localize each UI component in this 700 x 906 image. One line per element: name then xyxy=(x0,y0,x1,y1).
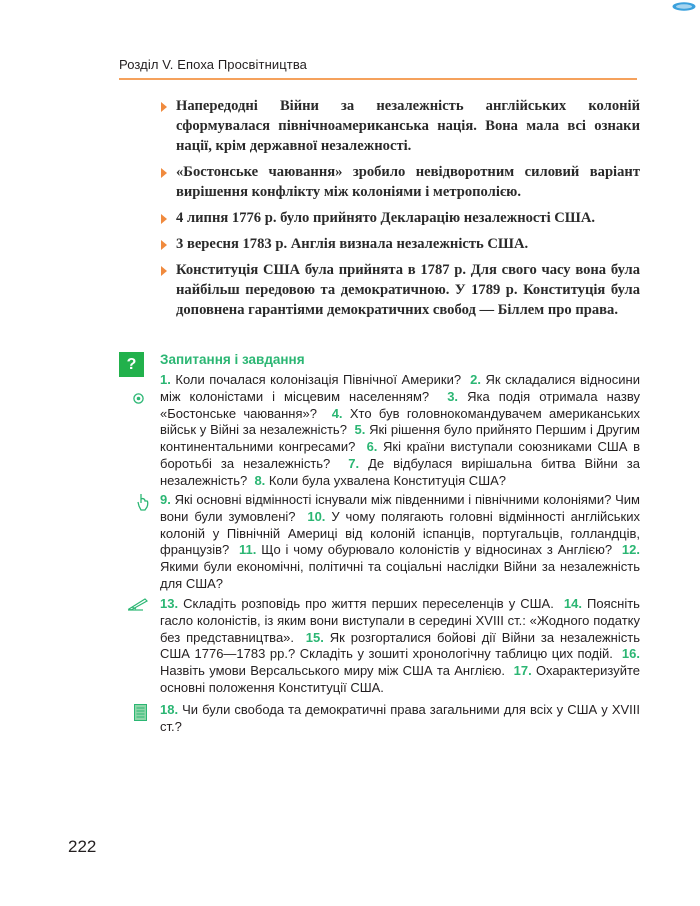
question-mark-icon: ? xyxy=(119,352,144,377)
question-text: Охарактеризуйте основні положення Конституції США. xyxy=(160,663,640,695)
question-text: Поясніть гасло колоністів, із яким вони виступали в середині XVIII ст.: «Жодного податку без представництва». xyxy=(160,596,640,645)
summary-item xyxy=(158,260,640,320)
header-divider xyxy=(119,78,637,80)
question-text: Назвіть умови Версальського миру між США та Англією. xyxy=(160,663,506,679)
question-number: 9. xyxy=(160,492,171,507)
question-number: 10. xyxy=(307,508,326,524)
question-number: 18. xyxy=(160,702,179,717)
pen-icon xyxy=(127,597,149,611)
bullet-arrow-icon xyxy=(161,266,167,276)
summary-list xyxy=(158,96,640,326)
question-text: Які рішення було прийнято Першим і Другим континентальними конгресами? xyxy=(160,422,640,455)
target-icon xyxy=(133,393,144,404)
question-text: Які країни виступали союзниками США в боротьбі за незалежність? xyxy=(160,439,640,471)
question-number: 16. xyxy=(621,646,640,662)
document-icon xyxy=(134,704,147,721)
bullet-arrow-icon xyxy=(161,102,167,112)
summary-text: 3 вересня 1783 р. Англія визнала незалежність США. xyxy=(176,236,529,252)
question-text: Які основні відмінності існували між південними і північними колоніями? Чим вони були зумовлені? xyxy=(160,492,640,524)
summary-item xyxy=(158,162,640,202)
question-number: 5. xyxy=(354,422,366,438)
summary-text: Конституція США була прийнята в 1787 р. Для свого часу вона була найбільш передовою та демократичною. У 1789 р. Конституція була доповнена гарантіями демократичних свобод — Біллем про права. xyxy=(176,262,640,318)
bullet-arrow-icon xyxy=(161,214,167,224)
questions-group-analysis xyxy=(160,492,640,593)
questions-heading: Запитання і завдання xyxy=(160,352,305,367)
question-number: 15. xyxy=(305,629,324,645)
question-number: 4. xyxy=(331,405,343,421)
question-text: Як складалися відносини між колоністами і місцевим населенням? xyxy=(160,372,640,404)
question-number: 8. xyxy=(254,472,266,488)
question-number: 13. xyxy=(160,596,179,611)
questions-group-recall xyxy=(160,372,640,490)
summary-text: «Бостонське чаювання» зробило невідворотним силовий варіант вирішення конфлікту між колоніями і метрополією. xyxy=(176,164,640,200)
question-text: Якими були економічні, політичні та соціальні наслідки Війни за незалежність для США? xyxy=(160,559,640,591)
question-number: 14. xyxy=(563,596,582,611)
questions-group-writing xyxy=(160,596,640,697)
question-text: Коли почалася колонізація Північної Америки? xyxy=(175,372,462,387)
question-text: Коли була ухвалена Конституція США? xyxy=(268,472,507,488)
page-number: 222 xyxy=(68,837,97,856)
question-number: 11. xyxy=(239,542,257,558)
question-number: 17. xyxy=(513,663,532,679)
question-number: 7. xyxy=(348,455,360,471)
question-text: Де відбулася вирішальна битва Війни за незалежність? xyxy=(160,455,640,488)
question-number: 3. xyxy=(447,388,459,404)
summary-item xyxy=(158,208,640,228)
summary-item xyxy=(158,96,640,156)
hand-icon xyxy=(137,493,149,511)
summary-text: 4 липня 1776 р. було прийнято Декларацію незалежності США. xyxy=(176,210,596,226)
question-number: 2. xyxy=(470,372,481,387)
question-text: Чи були свобода та демократичні права загальними для всіх у США у XVIII ст.? xyxy=(160,702,640,734)
summary-item xyxy=(158,234,640,254)
question-number: 12. xyxy=(621,542,640,558)
question-number: 6. xyxy=(366,439,378,455)
question-text: У чому полягають головні відмінності англійських колоній у Північній Америці від колоній іспанців, португальців, голландців, французів? xyxy=(160,508,640,558)
bullet-arrow-icon xyxy=(161,168,167,178)
question-number: 1. xyxy=(160,372,171,387)
question-text: Як розгорталися бойові дії Війни за незалежність США 1776—1783 рр.? Складіть у зошиті хронологічну таблицю цих подій. xyxy=(160,629,640,662)
question-text: Хто був головнокомандувачем американських військ у Війні за незалежність? xyxy=(160,405,640,438)
summary-text: Напередодні Війни за незалежність англійських колоній сформувалася північноамериканська нація. Вона мала всі ознаки нації, крім державної незалежності. xyxy=(176,98,640,154)
publisher-logo-icon xyxy=(672,2,696,11)
question-text: Складіть розповідь про життя перших переселенців у США. xyxy=(183,596,554,611)
questions-group-discussion xyxy=(160,702,640,736)
bullet-arrow-icon xyxy=(161,240,167,250)
question-text: Яка подія отримала назву «Бостонське чаювання»? xyxy=(160,388,640,421)
chapter-title: Розділ V. Епоха Просвітництва xyxy=(119,57,308,72)
question-text: Що і чому обурювало колоністів у відносинах з Англією? xyxy=(261,542,613,558)
